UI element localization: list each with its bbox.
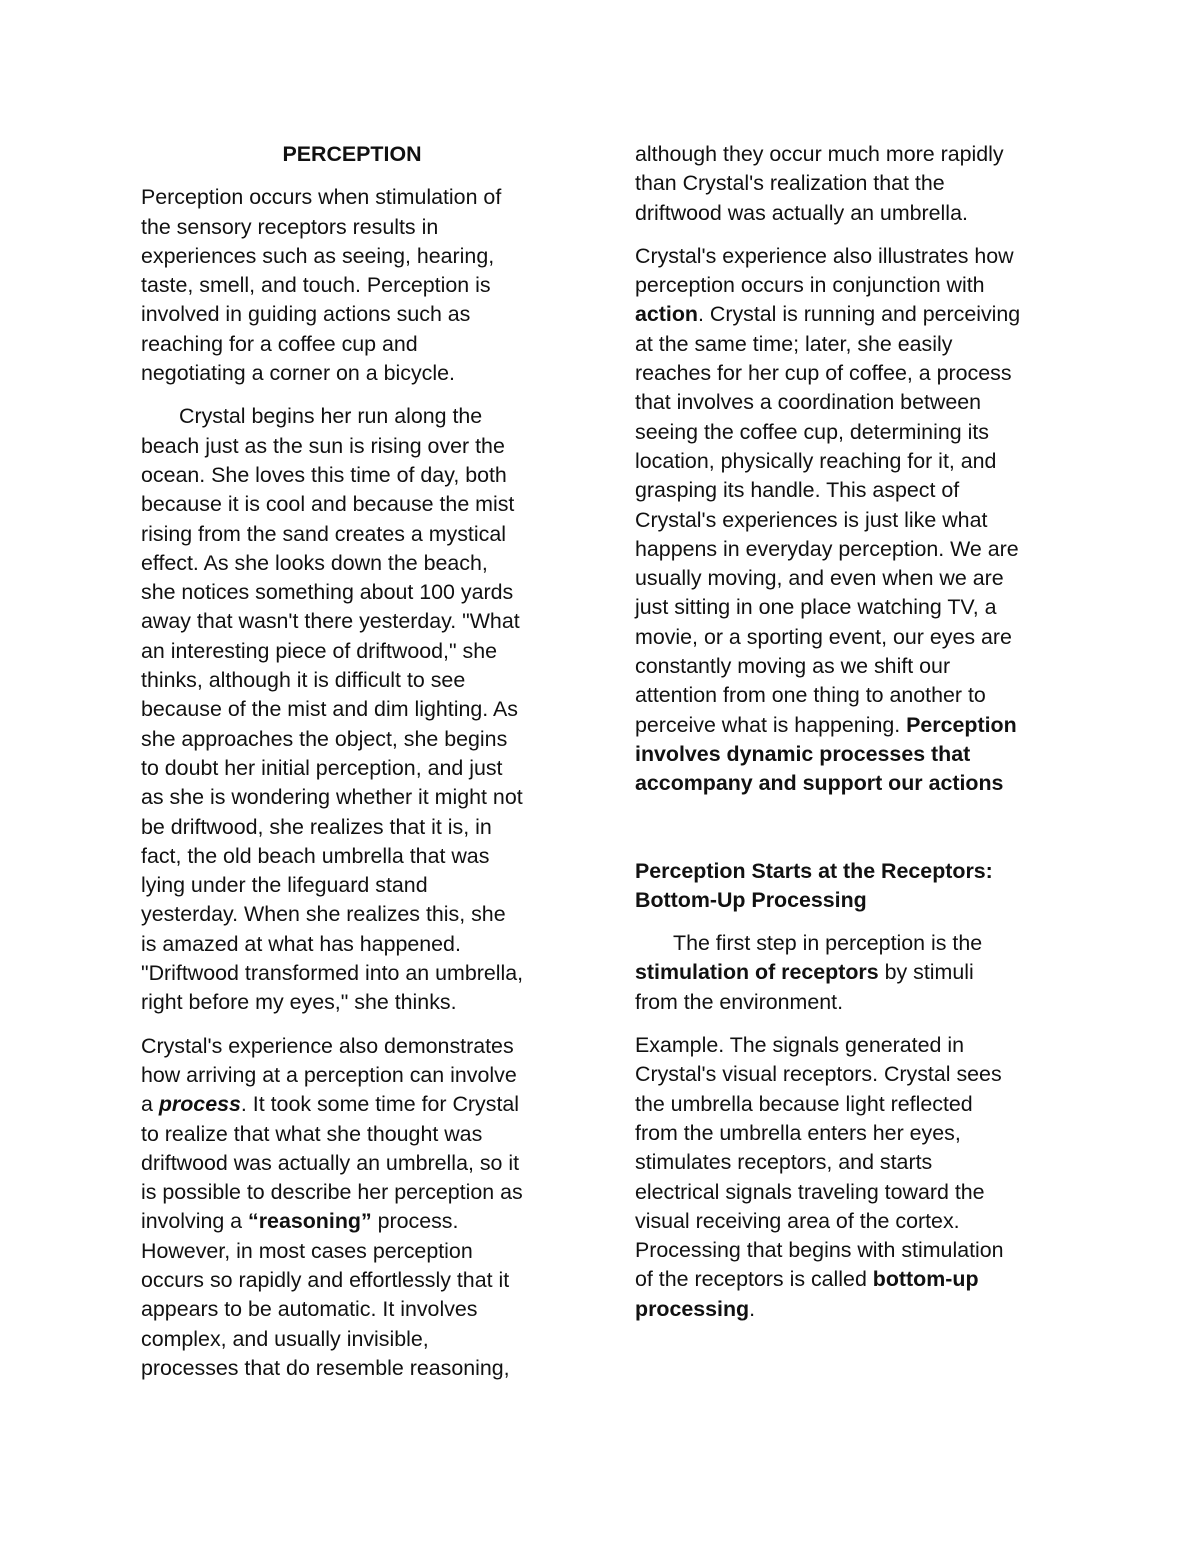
emphasis-processing: processing — [635, 1296, 750, 1321]
section-heading: Perception Starts at the Receptors: Bottom-Up Processing — [635, 858, 993, 912]
example-paragraph: Example. The signals generated in Crystal's visual receptors. Crystal sees the umbrella because light reflected from the umbrella enters her eyes, stimulates receptors, and starts electrical signals traveling toward the visual receiving area of the cortex. Processing that begins with stimulation of the receptors is called bottom-up processing. — [635, 1033, 1004, 1321]
first-step-paragraph: The first step in perception is the stimulation of receptors by stimuli from the environment. — [635, 931, 983, 1014]
right-column — [635, 140, 1067, 1338]
process-paragraph: Crystal's experience also demonstrates how arriving at a perception can involve a process. It took some time for Crystal to realize that what she thought was driftwood was actually an umbrella, so it is possible to describe her perception as involving a “reasoning” process. However, in most cases perception occurs so rapidly and effortlessly that it appears to be automatic. It involves complex, and usually invisible, processes that do resemble reasoning, — [141, 1033, 523, 1380]
action-paragraph: Crystal's experience also illustrates how perception occurs in conjunction with action. Crystal is running and perceiving at the same time; later, she easily reaches for her cup of coffee, a process that involves a coordination between seeing the coffee cup, determining its location, physically reaching for it, and grasping its handle. This aspect of Crystal's experiences is just like what happens in everyday perception. We are usually moving, and even when we are just sitting in one place watching TV, a movie, or a sporting event, our eyes are constantly moving as we shift our attention from one thing to another to perceive what is happening. Perception involves dynamic processes that accompany and support our actions — [635, 243, 1021, 796]
left-column — [141, 140, 573, 1397]
crystal-story-paragraph: Crystal begins her run along the beach just as the sun is rising over the ocean. She loves this time of day, both because it is cool and because the mist rising from the sand creates a mystical effect. As she looks down the beach, she notices something about 100 yards away that wasn't there yesterday. "What an interesting piece of driftwood," she thinks, although it is difficult to see because of the mist and dim lighting. As she approaches the object, she begins to doubt her initial perception, and just as she is wondering whether it might not be driftwood, she realizes that it is, in fact, the old beach umbrella that was lying under the lifeguard stand yesterday. When she realizes this, she is amazed at what has happened. "Driftwood transformed into an umbrella, right before my eyes," she thinks. — [141, 404, 524, 1015]
emphasis-process: process — [158, 1092, 241, 1117]
emphasis-bottom-up: bottom-up — [872, 1267, 979, 1292]
continuation-paragraph: although they occur much more rapidly than Crystal's realization that the driftwood was actually an umbrella. — [635, 142, 1004, 225]
emphasis-perception-summary: Perception — [906, 712, 1017, 737]
intro-paragraph: Perception occurs when stimulation of the sensory receptors results in experiences such as seeing, hearing, taste, smell, and touch. Perception is involved in guiding actions such as reaching for a coffee cup and negotiating a corner on a bicycle. — [141, 185, 502, 386]
page-title: PERCEPTION — [282, 142, 422, 166]
emphasis-reasoning: “reasoning” — [248, 1209, 372, 1234]
emphasis-stimulation: stimulation of receptors — [635, 960, 879, 985]
emphasis-action: action — [635, 302, 698, 327]
